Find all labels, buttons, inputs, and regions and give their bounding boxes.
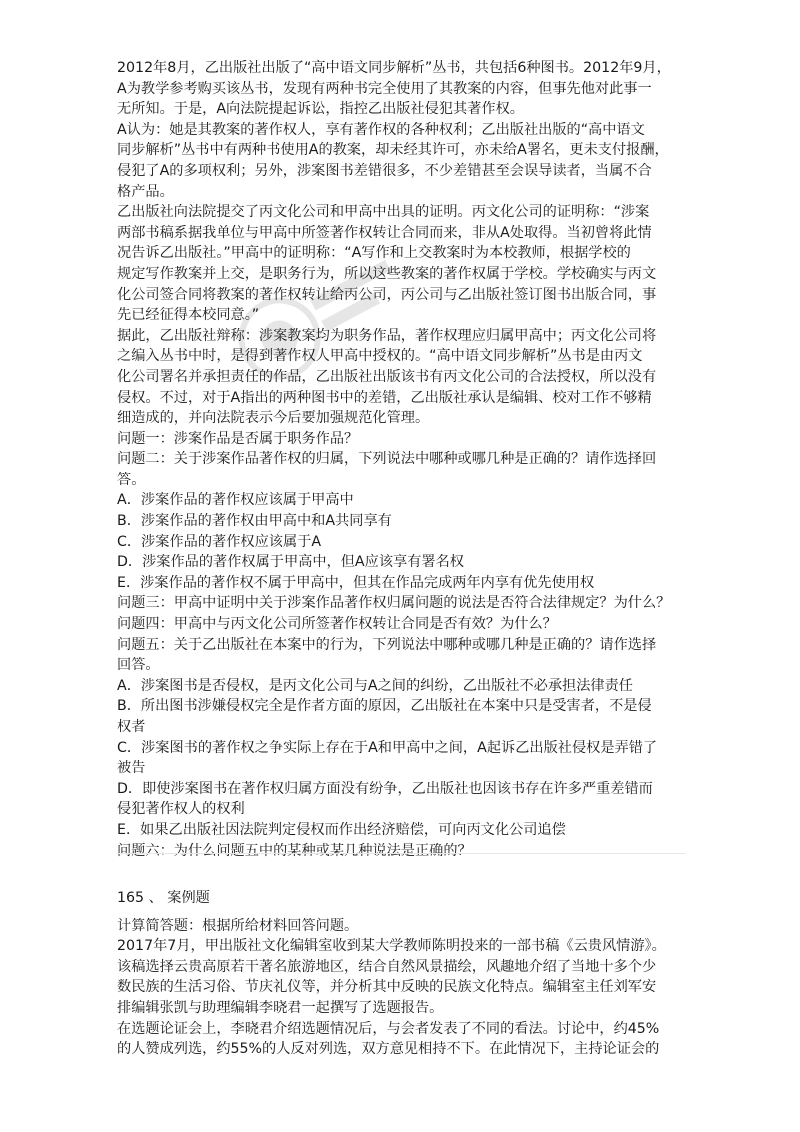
text-line: D．即使涉案图书在著作权归属方面没有纷争，乙出版社也因该书存在许多严重差错而 xyxy=(117,780,653,797)
text-line: E．如果乙出版社因法院判定侵权而作出经济赔偿，可向丙文化公司追偿 xyxy=(117,821,566,838)
case-text-part1 xyxy=(117,58,685,861)
text-line: E．涉案作品的著作权不属于甲高中，但其在作品完成两年内享有优先使用权 xyxy=(117,574,595,591)
section-divider xyxy=(117,853,685,854)
text-line: 该稿选择云贵高原若干著名旅游地区，结合自然风景描绘，风趣地介绍了当地十多个少 xyxy=(117,958,657,975)
text-line: 先已经征得本校同意。” xyxy=(117,307,260,324)
text-line: 计算简答题：根据所给材料回答问题。 xyxy=(117,917,359,934)
text-line: 问题三：甲高中证明中关于涉案作品著作权归属问题的说法是否符合法律规定？为什么？ xyxy=(117,595,671,612)
text-line: 权者 xyxy=(117,719,146,735)
text-line: 回答。 xyxy=(117,657,160,674)
text-line: 问题一：涉案作品是否属于职务作品？ xyxy=(117,430,359,447)
text-line: 2012年8月，乙出版社出版了“高中语文同步解析”丛书，共包括6种图书。2012年9月， xyxy=(117,60,671,76)
text-line: 问题五：关于乙出版社在本案中的行为，下列说法中哪种或哪几种是正确的？请作选择 xyxy=(117,636,657,653)
text-line: B．所出图书涉嫌侵权完全是作者方面的原因，乙出版社在本案中只是受害者，不是侵 xyxy=(117,698,652,715)
text-line: A认为：她是其教案的著作权人，享有著作权的各种权利；乙出版社出版的“高中语文 xyxy=(117,121,645,138)
text-line: C．涉案图书的著作权之争实际上存在于A和甲高中之间，A起诉乙出版社侵权是弄错了 xyxy=(117,739,658,756)
text-line: 无所知。于是，A向法院提起诉讼，指控乙出版社侵犯其著作权。 xyxy=(117,101,524,118)
text-line: 细造成的，并向法院表示今后要加强规范化管理。 xyxy=(117,410,430,427)
text-line: 况告诉乙出版社。”甲高中的证明称：“A写作和上交教案时为本校教师，根据学校的 xyxy=(117,245,631,262)
text-line: 排编辑张凯与助理编辑李晓君一起撰写了选题报告。 xyxy=(117,999,444,1016)
text-line: A为教学参考购买该丛书，发现有两种书完全使用了其教案的内容，但事先他对此事一 xyxy=(117,80,652,97)
text-line: 问题二：关于涉案作品著作权的归属，下列说法中哪种或哪几种是正确的？请作选择回 xyxy=(117,451,657,468)
text-line: 格产品。 xyxy=(117,183,174,200)
text-line: 化公司署名并承担责任的作品，乙出版社出版该书有丙文化公司的合法授权，所以没有 xyxy=(117,368,657,385)
text-line: C．涉案作品的著作权应该属于A xyxy=(117,533,322,550)
question-number: 165 、 案例题 xyxy=(117,890,210,906)
text-line: 数民族的生活习俗、节庆礼仪等，并分析其中反映的民族文化特点。编辑室主任刘军安 xyxy=(117,979,657,996)
text-line: D．涉案作品的著作权属于甲高中，但A应该享有署名权 xyxy=(117,554,464,571)
text-line: 侵犯了A的多项权利；另外，涉案图书差错很多，不少差错甚至会误导读者，当属不合 xyxy=(117,162,652,179)
text-line: 之编入丛书中时，是得到著作权人甲高中授权的。“高中语文同步解析”丛书是由丙文 xyxy=(117,348,643,365)
text-line: 问题四：甲高中与丙文化公司所签著作权转让合同是否有效？为什么？ xyxy=(117,616,557,633)
text-line: 在选题论证会上，李晓君介绍选题情况后，与会者发表了不同的看法。讨论中，约45% xyxy=(117,1020,660,1037)
text-line: 据此，乙出版社辩称：涉案教案均为职务作品，著作权理应归属甲高中；丙文化公司将 xyxy=(117,327,657,344)
text-line: A．涉案作品的著作权应该属于甲高中 xyxy=(117,492,354,509)
text-line: 乙出版社向法院提交了丙文化公司和甲高中出具的证明。丙文化公司的证明称：“涉案 xyxy=(117,204,650,221)
text-line: A．涉案图书是否侵权，是丙文化公司与A之间的纠纷，乙出版社不必承担法律责任 xyxy=(117,677,633,694)
text-line: B．涉案作品的著作权由甲高中和A共同享有 xyxy=(117,513,392,530)
text-line: 同步解析”丛书中有两种书使用A的教案，却未经其许可，亦未给A署名，更未支付报酬， xyxy=(117,142,669,159)
text-line: 的人赞成列选，约55%的人反对列选，双方意见相持不下。在此情况下，主持论证会的 xyxy=(117,1041,660,1058)
text-line: 问题六：为什么问题五中的某种或某几种说法是正确的？ xyxy=(117,842,472,859)
text-line: 化公司签合同将教案的著作权转让给丙公司，丙公司与乙出版社签订图书出版合同，事 xyxy=(117,286,657,303)
text-line: 侵犯著作权人的权利 xyxy=(117,801,245,818)
text-line: 被告 xyxy=(117,760,146,777)
case-text-part2 xyxy=(117,888,685,1060)
text-line: 2017年7月，甲出版社文化编辑室收到某大学教师陈明投来的一部书稿《云贵风情游》。 xyxy=(117,938,666,955)
text-line: 侵权。不过，对于A指出的两种图书中的差错，乙出版社承认是编辑、校对工作不够精 xyxy=(117,389,652,406)
text-line: 两部书稿系据我单位与甲高中所签著作权转让合同而来，非从A处取得。当初曾将此情 xyxy=(117,224,652,241)
text-line: 答。 xyxy=(117,471,146,488)
text-line: 规定写作教案并上交，是职务行为，所以这些教案的著作权属于学校。学校确实与丙文 xyxy=(117,265,657,282)
